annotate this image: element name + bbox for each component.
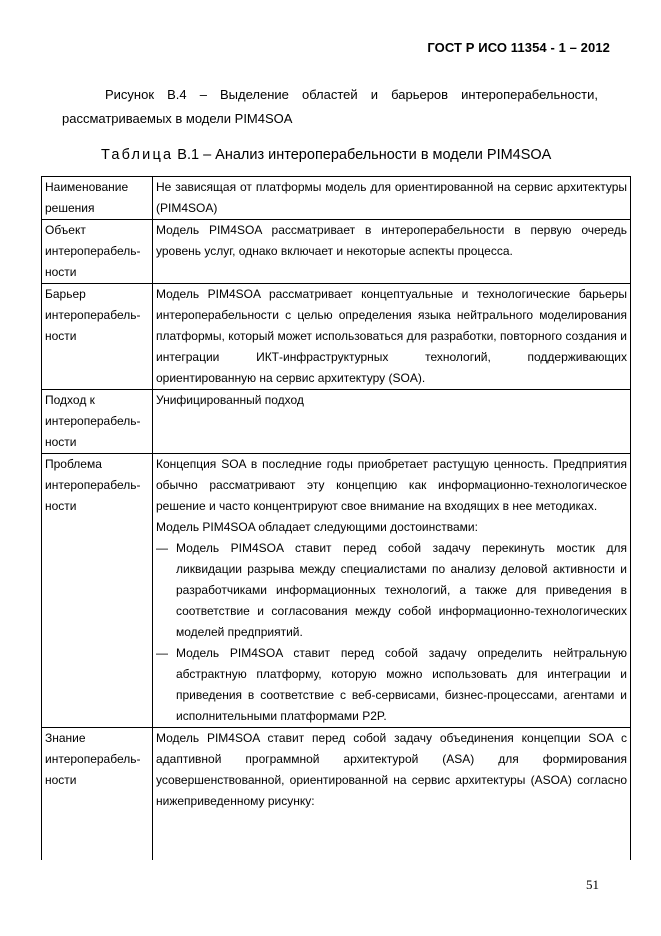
table-row <box>42 284 631 390</box>
list-item <box>156 538 627 643</box>
dash-bullet: — <box>156 541 168 555</box>
row-label: Проблема интероперабель-ности <box>42 454 153 728</box>
dash-bullet: — <box>156 646 168 660</box>
figure-caption <box>62 83 598 131</box>
table-caption-rest: В.1 – Анализ интероперабельности в модели PIM4SOA <box>173 147 552 163</box>
list-item <box>156 643 627 727</box>
list-item-text: Модель PIM4SOA ставит перед собой задачу определить нейтральную абстрактную платформу, которую можно использовать для интеграции и приведения в соответствие с веб-сервисами, бизнес-процессами, агентами и исполнительными платформами P2P. <box>176 646 627 723</box>
document-header: ГОСТ Р ИСО 11354 - 1 – 2012 <box>427 40 610 55</box>
table-caption <box>101 147 551 163</box>
row-text: Унифицированный подход <box>153 390 631 454</box>
row-label: Объект интероперабель-ности <box>42 220 153 284</box>
row-content <box>153 454 631 728</box>
row-text: Не зависящая от платформы модель для ориентированной на сервис архитектуры (PIM4SOA) <box>153 177 631 220</box>
table-row <box>42 220 631 284</box>
list-item-text: Модель PIM4SOA ставит перед собой задачу перекинуть мостик для ликвидации разрыва между специалистами по анализу деловой активности и разработчиками информационных технологий, а также для приведения в соответствие и согласования между собой информационно-технологических моделей предприятий. <box>176 541 627 639</box>
row-text: Модель PIM4SOA рассматривает в интероперабельности в первую очередь уровень услуг, однако включает и некоторые аспекты процесса. <box>153 220 631 284</box>
table-caption-word: Таблица <box>101 147 174 163</box>
row-text: Концепция SOA в последние годы приобретает растущую ценность. Предприятия обычно рассматривают эту концепцию как информационно-технологическое решение и часто концентрируют свое внимание на входящих в нее методиках. <box>156 457 627 513</box>
table-row <box>42 728 631 860</box>
table-row <box>42 177 631 220</box>
page-number: 51 <box>586 877 599 892</box>
interoperability-table <box>41 176 631 860</box>
table-row <box>42 454 631 728</box>
row-text-2: Модель PIM4SOA обладает следующими достоинствами: <box>156 520 478 534</box>
table-row <box>42 390 631 454</box>
figure-caption-line1: Рисунок В.4 – Выделение областей и барьеров интероперабельности, <box>105 87 598 102</box>
row-label: Подход к интероперабель-ности <box>42 390 153 454</box>
row-label: Знание интероперабель-ности <box>42 728 153 860</box>
row-label: Барьер интероперабель-ности <box>42 284 153 390</box>
row-text: Модель PIM4SOA ставит перед собой задачу объединения концепции SOA с адаптивной программной архитектурой (ASA) для формирования усовершенствованной, ориентированной на сервис архитектуры (ASOA) согласно нижеприведенному рисунку: <box>153 728 631 860</box>
row-text: Модель PIM4SOA рассматривает концептуальные и технологические барьеры интероперабельности с целью определения языка нейтрального моделирования платформы, который может использоваться для разработки, повторного создания и интеграции ИКТ-инфраструктурных технологий, поддерживающих ориентированную на сервис архитектуру (SOA). <box>153 284 631 390</box>
row-label: Наименование решения <box>42 177 153 220</box>
figure-caption-line2: рассматриваемых в модели PIM4SOA <box>62 111 293 126</box>
